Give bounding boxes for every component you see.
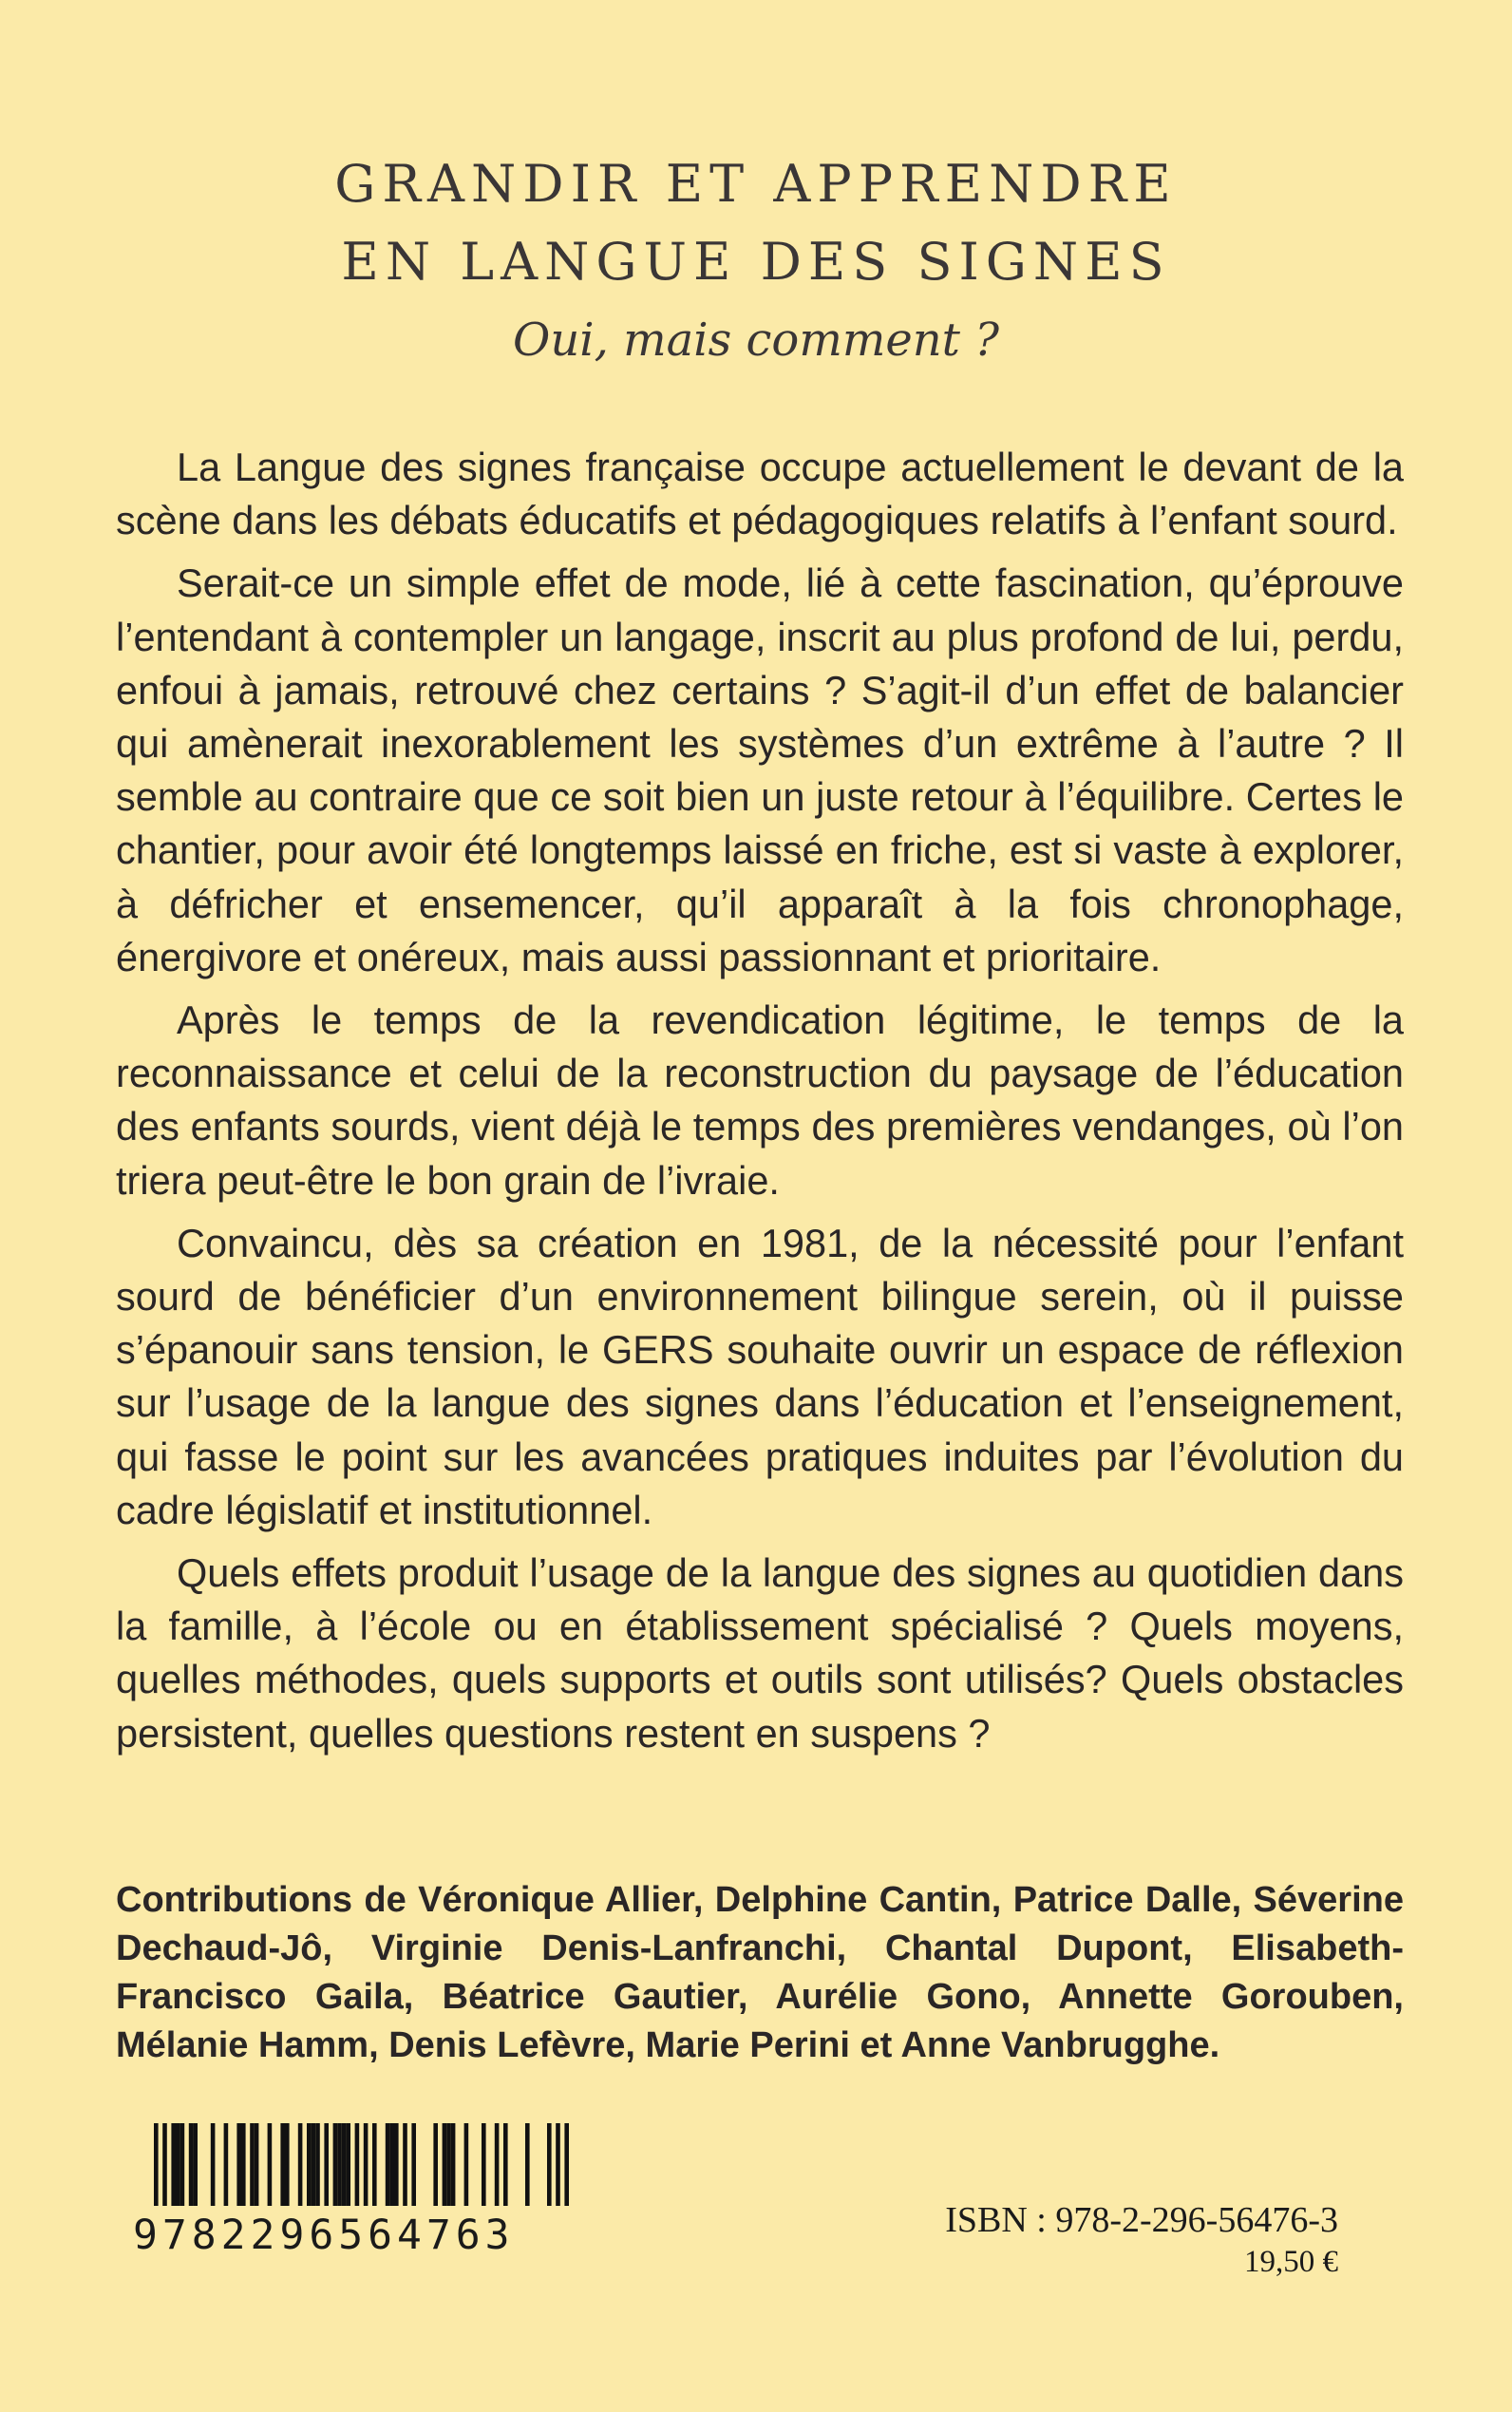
blurb-paragraph-1: La Langue des signes française occupe actuellement le devant de la scène dans les débats éducatifs et pédagogiques relatifs à l’enfant sourd.	[116, 445, 1404, 543]
blurb-paragraph-3: Après le temps de la revendication légitime, le temps de la reconnaissance et celui de la reconstruction du paysage de l’éducation des enfants sourds, vient déjà le temps des premières vendanges, où l’on triera peut-être le bon grain de l’ivraie.	[116, 997, 1404, 1203]
blurb-paragraph-5: Quels effets produit l’usage de la langue des signes au quotidien dans la famille, à l’école ou en établissement spécialisé ? Quels moyens, quelles méthodes, quels supports et outils sont utilisés? Quels obstacles persistent, quelles questions restent en suspens ?	[116, 1550, 1404, 1756]
contributors: Contributions de Véronique Allier, Delphine Cantin, Patrice Dalle, Séverine Dechaud-Jô, Virginie Denis-Lanfranchi, Chantal Dupont, Elisabeth-Francisco Gaila, Béatrice Gautier, Aurélie Gono, Annette Gorouben, Mélanie Hamm, Denis Lefèvre, Marie Perini et Anne Vanbrugghe.	[116, 1880, 1404, 2065]
blurb-paragraph-4: Convaincu, dès sa création en 1981, de la nécessité pour l’enfant sourd de bénéficier d’un environnement bilingue serein, où il puisse s’épanouir sans tension, le GERS souhaite ouvrir un espace de réflexion sur l’usage de la langue des signes dans l’éducation et l’enseignement, qui fasse le point sur les avancées pratiques induites par l’évolution du cadre législatif et institutionnel.	[116, 1220, 1404, 1532]
title-line-2: EN LANGUE DES SIGNES	[341, 232, 1171, 292]
price: 19,50 €	[1244, 2245, 1338, 2279]
isbn: ISBN : 978-2-296-56476-3	[945, 2200, 1338, 2240]
title-line-1: GRANDIR ET APPRENDRE	[334, 154, 1178, 214]
subtitle: Oui, mais comment ?	[513, 313, 999, 367]
blurb-paragraph-2: Serait-ce un simple effet de mode, lié à cette fascination, qu’éprouve l’entendant à contempler un langage, inscrit au plus profond de lui, perdu, enfoui à jamais, retrouvé chez certains ? S’agit-il d’un effet de balancier qui amènerait inexorablement les systèmes d’un extrême à l’autre ? Il semble au contraire que ce soit bien un juste retour à l’équilibre. Certes le chantier, pour avoir été longtemps laissé en friche, est si vaste à explorer, à défricher et ensemencer, qu’il apparaît à la fois chronophage, énergivore et onéreux, mais aussi passionnant et prioritaire.	[116, 560, 1404, 979]
blurb	[116, 441, 1404, 1770]
barcode-digits: 9782296564763	[131, 2206, 608, 2265]
